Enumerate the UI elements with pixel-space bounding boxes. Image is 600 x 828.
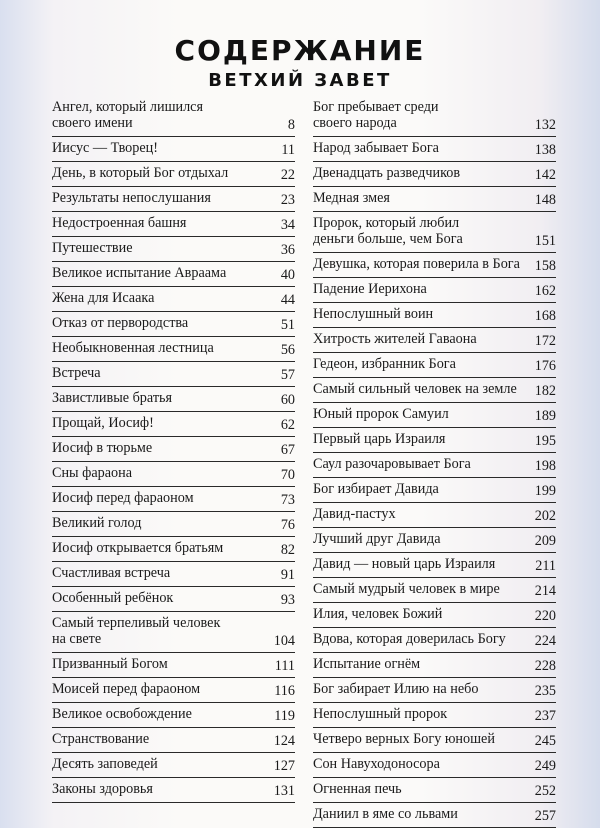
toc-entry[interactable] [52,96,295,137]
toc-entry-title [52,190,295,206]
toc-entry[interactable] [313,678,556,703]
toc-entry-title-line: Жена для Исаака [52,290,155,306]
toc-column-right [313,96,556,828]
toc-entry-title [52,706,295,722]
toc-entry-title-line: Девушка, которая поверила в Бога [313,256,520,272]
toc-entry-title-line: Особенный ребёнок [52,590,174,606]
toc-entry[interactable] [313,187,556,212]
toc-entry[interactable] [52,162,295,187]
toc-entry[interactable] [52,412,295,437]
toc-entry[interactable] [313,137,556,162]
toc-entry-page: 138 [534,142,556,158]
toc-entry-title-line: своего народа [313,115,397,131]
toc-entry-title [313,306,556,322]
toc-entry-page: 249 [534,758,556,774]
toc-entry[interactable] [52,778,295,803]
toc-entry-page: 131 [273,783,295,799]
toc-entry[interactable] [52,612,295,653]
toc-entry-title-line: Моисей перед фараоном [52,681,201,697]
toc-entry-title [313,506,556,522]
toc-entry-title [52,781,295,797]
toc-entry-title-line: Бог пребывает среди [313,99,439,115]
toc-entry-title-line: Законы здоровья [52,781,153,797]
toc-entry-title-line: Юный пророк Самуил [313,406,449,422]
toc-entry-title-line: Самый сильный человек на земле [313,381,517,397]
toc-entry[interactable] [313,503,556,528]
toc-entry[interactable] [313,378,556,403]
toc-entry[interactable] [52,262,295,287]
toc-entry-page: 62 [280,417,295,433]
toc-entry-title [313,99,556,131]
toc-entry-page: 34 [280,217,295,233]
toc-entry[interactable] [313,328,556,353]
toc-entry[interactable] [52,678,295,703]
toc-entry-title [313,756,556,772]
toc-entry-title-line: Народ забывает Бога [313,140,439,156]
toc-entry-page: 142 [534,167,556,183]
toc-entry-title-line: Иосиф открывается братьям [52,540,224,556]
toc-entry-title-line: Десять заповедей [52,756,158,772]
toc-entry-page: 252 [534,783,556,799]
toc-entry[interactable] [313,162,556,187]
toc-entry[interactable] [313,353,556,378]
toc-entry-page: 70 [280,467,295,483]
toc-entry-title-line: Счастливая встреча [52,565,171,581]
toc-entry-title [52,615,295,647]
toc-entry-title [52,165,295,181]
toc-entry-title-line: Странствование [52,731,150,747]
toc-entry[interactable] [52,387,295,412]
toc-entry-title [313,706,556,722]
toc-entry-title-line: Бог забирает Илию на небо [313,681,479,697]
toc-entry[interactable] [52,312,295,337]
toc-entry-title [52,390,295,406]
toc-entry[interactable] [52,587,295,612]
toc-entry[interactable] [313,303,556,328]
toc-entry-page: 176 [534,358,556,374]
toc-entry-title-line: Медная змея [313,190,390,206]
toc-entry-title [313,606,556,622]
toc-entry-title-line: Великое испытание Авраама [52,265,227,281]
toc-entry-page: 57 [280,367,295,383]
toc-entry-title-line: Сны фараона [52,465,132,481]
toc-entry-title-line: Давид — новый царь Израиля [313,556,496,572]
toc-entry-title-line: на свете [52,631,102,647]
toc-entry-page: 228 [534,658,556,674]
toc-entry-title-line: Завистливые братья [52,390,173,406]
section-subtitle: ВЕТХИЙ ЗАВЕТ [208,70,392,91]
toc-entry-title [52,290,295,306]
toc-entry[interactable] [313,703,556,728]
toc-entry-page: 56 [280,342,295,358]
toc-entry-page: 257 [534,808,556,824]
toc-entry-page: 91 [280,567,295,583]
toc-column-left [52,96,295,803]
toc-entry-page: 199 [534,483,556,499]
toc-entry-title-line: Путешествие [52,240,133,256]
toc-entry-title-line: Самый мудрый человек в мире [313,581,500,597]
page-title: СОДЕРЖАНИЕ [174,34,426,67]
toc-entry-title-line: Отказ от первородства [52,315,189,331]
toc-entry-page: 67 [280,442,295,458]
toc-entry-title [313,256,556,272]
toc-entry[interactable] [52,362,295,387]
toc-entry-title [52,731,295,747]
toc-entry-title [52,540,295,556]
toc-entry-title-line: Испытание огнём [313,656,421,672]
toc-entry-title [52,315,295,331]
toc-entry-title [52,365,295,381]
toc-entry-title-line: Сон Навуходоносора [313,756,440,772]
toc-entry-page: 168 [534,308,556,324]
toc-entry[interactable] [313,253,556,278]
toc-entry-title [52,99,295,131]
toc-entry-title [52,215,295,231]
toc-entry[interactable] [313,753,556,778]
toc-entry-title [313,631,556,647]
toc-entry-title [313,356,556,372]
toc-entry-page: 44 [280,292,295,308]
toc-entry-title-line: Великое освобождение [52,706,192,722]
toc-entry[interactable] [313,478,556,503]
toc-entry-title-line: Ангел, который лишился [52,99,203,115]
toc-entry-title-line: Пророк, который любил [313,215,460,231]
toc-entry-title [313,331,556,347]
toc-entry-title [313,381,556,397]
toc-entry-title [313,656,556,672]
toc-entry-title [313,140,556,156]
toc-entry-page: 195 [534,433,556,449]
toc-entry-page: 127 [273,758,295,774]
toc-entry-page: 40 [280,267,295,283]
toc-entry-title-line: своего имени [52,115,133,131]
toc-entry-page: 172 [534,333,556,349]
toc-entry-title [52,756,295,772]
toc-entry-title-line: Илия, человек Божий [313,606,443,622]
toc-entry[interactable] [52,462,295,487]
toc-entry-title-line: Даниил в яме со львами [313,806,458,822]
toc-entry-title-line: Бог избирает Давида [313,481,439,497]
toc-entry-page: 198 [534,458,556,474]
toc-entry-title-line: Лучший друг Давида [313,531,441,547]
toc-entry-page: 202 [534,508,556,524]
toc-entry-page: 11 [281,142,295,158]
toc-entry-title [313,556,556,572]
toc-entry-title [52,340,295,356]
toc-entry-title-line: Вдова, которая доверилась Богу [313,631,506,647]
toc-entry-title [313,481,556,497]
toc-entry-page: 162 [534,283,556,299]
toc-entry-title-line: Гедеон, избранник Бога [313,356,456,372]
toc-entry-page: 93 [280,592,295,608]
toc-entry-title-line: Недостроенная башня [52,215,187,231]
toc-entry[interactable] [52,212,295,237]
toc-entry-title [52,440,295,456]
toc-entry[interactable] [52,512,295,537]
toc-entry-title-line: Самый терпеливый человек [52,615,221,631]
toc-entry-page: 148 [534,192,556,208]
toc-entry[interactable] [52,728,295,753]
toc-entry-page: 104 [273,633,295,649]
toc-entry[interactable] [52,287,295,312]
toc-entry-page: 189 [534,408,556,424]
toc-entry-page: 220 [534,608,556,624]
toc-entry-title-line: Встреча [52,365,101,381]
toc-entry-title [313,190,556,206]
toc-entry-title-line: Великий голод [52,515,142,531]
toc-entry-title-line: Прощай, Иосиф! [52,415,154,431]
toc-entry[interactable] [52,537,295,562]
toc-entry-title-line: День, в который Бог отдыхал [52,165,229,181]
toc-entry-page: 237 [534,708,556,724]
toc-entry[interactable] [313,578,556,603]
toc-entry-page: 211 [535,558,556,574]
toc-entry-title-line: Призванный Богом [52,656,168,672]
toc-entry-title [52,465,295,481]
toc-entry[interactable] [313,428,556,453]
toc-entry-title [52,590,295,606]
toc-entry[interactable] [313,728,556,753]
toc-entry-page: 151 [534,233,556,249]
toc-entry[interactable] [52,237,295,262]
toc-entry-title [52,565,295,581]
toc-entry[interactable] [313,528,556,553]
toc-entry-title [52,490,295,506]
toc-entry-title [313,431,556,447]
toc-entry-title-line: деньги больше, чем Бога [313,231,463,247]
toc-entry-title [313,406,556,422]
toc-entry-page: 36 [280,242,295,258]
toc-entry-title [313,165,556,181]
toc-entry-title-line: Непослушный воин [313,306,434,322]
toc-entry-title [52,656,295,672]
toc-entry-title-line: Давид-пастух [313,506,396,522]
toc-entry[interactable] [52,187,295,212]
toc-entry-title-line: Результаты непослушания [52,190,211,206]
toc-entry-title [313,806,556,822]
toc-entry-title [313,781,556,797]
toc-entry-page: 224 [534,633,556,649]
toc-entry[interactable] [313,278,556,303]
toc-entry[interactable] [313,553,556,578]
toc-entry-title-line: Саул разочаровывает Бога [313,456,471,472]
toc-entry-page: 23 [280,192,295,208]
toc-entry-page: 60 [280,392,295,408]
toc-entry[interactable] [52,753,295,778]
toc-entry-title [52,140,295,156]
toc-entry-title-line: Иисус — Творец! [52,140,158,156]
toc-entry[interactable] [313,96,556,137]
toc-entry-page: 132 [534,117,556,133]
toc-entry-page: 124 [273,733,295,749]
toc-entry-title [52,415,295,431]
toc-entry-title [52,515,295,531]
toc-entry[interactable] [313,628,556,653]
toc-entry-title-line: Падение Иерихона [313,281,427,297]
toc-entry-page: 245 [534,733,556,749]
toc-entry-title-line: Четверо верных Богу юношей [313,731,495,747]
toc-entry-page: 111 [274,658,295,674]
toc-entry[interactable] [313,212,556,253]
toc-entry-page: 116 [274,683,295,699]
toc-entry-page: 182 [534,383,556,399]
toc-entry-page: 158 [534,258,556,274]
toc-entry-page: 8 [287,117,295,133]
toc-entry-title-line: Двенадцать разведчиков [313,165,461,181]
toc-entry[interactable] [313,653,556,678]
toc-entry-title-line: Необыкновенная лестница [52,340,214,356]
toc-entry-title-line: Иосиф в тюрьме [52,440,153,456]
toc-entry-title-line: Хитрость жителей Гаваона [313,331,477,347]
toc-entry[interactable] [52,137,295,162]
toc-entry[interactable] [313,403,556,428]
toc-entry-title [313,215,556,247]
toc-entry-title [52,240,295,256]
toc-entry-page: 119 [274,708,295,724]
toc-entry-title-line: Огненная печь [313,781,402,797]
toc-entry[interactable] [52,337,295,362]
toc-entry-page: 22 [280,167,295,183]
toc-entry[interactable] [52,437,295,462]
toc-entry-page: 82 [280,542,295,558]
toc-entry[interactable] [52,562,295,587]
toc-entry-page: 76 [280,517,295,533]
toc-entry-title [313,581,556,597]
toc-entry[interactable] [52,653,295,678]
toc-entry-page: 51 [280,317,295,333]
toc-entry[interactable] [52,487,295,512]
toc-entry-title [313,281,556,297]
toc-entry-page: 73 [280,492,295,508]
toc-entry-title [313,731,556,747]
toc-entry-page: 235 [534,683,556,699]
toc-entry-title-line: Иосиф перед фараоном [52,490,194,506]
toc-entry-page: 209 [534,533,556,549]
toc-entry[interactable] [313,453,556,478]
toc-entry[interactable] [313,778,556,803]
toc-entry-title-line: Первый царь Израиля [313,431,446,447]
toc-entry-title-line: Непослушный пророк [313,706,448,722]
toc-entry[interactable] [313,603,556,628]
toc-entry-page: 214 [534,583,556,599]
toc-entry[interactable] [313,803,556,828]
toc-entry-title [313,456,556,472]
toc-entry-title [313,531,556,547]
toc-entry-title [52,265,295,281]
toc-entry-title [313,681,556,697]
toc-entry[interactable] [52,703,295,728]
toc-entry-title [52,681,295,697]
